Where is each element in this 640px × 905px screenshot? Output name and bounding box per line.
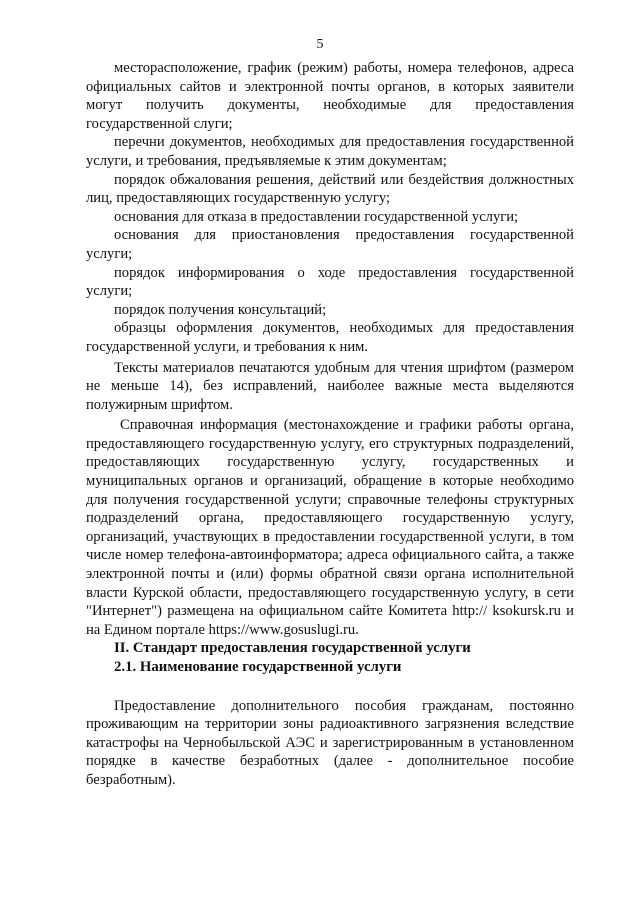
section-heading: II. Стандарт предоставления государственной услуги [114,640,471,657]
paragraph-text-formatting: Тексты материалов печатаются удобным для чтения шрифтом (размером не меньше 14), без исправлений, наиболее важные места выделяются полужирным шрифтом. [86,359,574,413]
subsection-heading: 2.1. Наименование государственной услуги [114,659,402,675]
paragraph-refusal-grounds: основания для отказа в предоставлении государственной услуги; [114,208,519,225]
paragraph-progress-info: порядок информирования о ходе предоставления государственной услуги; [86,264,574,300]
paragraph-service-name: Предоставление дополнительного пособия гражданам, постоянно проживающим на территории зоны радиоактивного загрязнения вследствие катастрофы на Чернобыльской АЭС и зарегистрированным в установленном порядке в качестве безработных (далее - дополнительное пособие безработным). [86,697,574,788]
paragraph-appeal-procedure: порядок обжалования решения, действий или бездействия должностных лиц, предоставляющих государственную услугу; [86,171,574,207]
paragraph-location: месторасположение, график (режим) работы, номера телефонов, адреса официальных сайтов и электронной почты органов, в которых заявители могут получить документы, необходимые для предоставления государственной слуги; [86,60,574,132]
paragraph-consultations: порядок получения консультаций; [114,301,327,318]
page-number: 5 [316,37,324,52]
paragraph-document-samples: образцы оформления документов, необходимых для предоставления государственной услуги, и требования к ним. [86,320,574,355]
paragraph-document-list: перечни документов, необходимых для предоставления государственной услуги, и требования, предъявляемые к этим документам; [86,134,574,169]
paragraph-reference-info: Справочная информация (местонахождение и графики работы органа, предоставляющего государственную услугу, его структурных подразделений, предоставляющих государственную услугу, государственных и муниципальных органов и организаций, обращение в которые необходимо для получения государственной услуги; справочные телефоны структурных подразделений органа, предоставляющего государственную услугу, организаций, участвующих в предоставлении государственной услуги, в том числе номер телефона-автоинформатора; адреса официального сайта, а также электронной почты и (или) формы обратной связи органа исполнительной власти Курской области, предоставляющего государственную услугу, в сети "Интернет") размещена на официальном сайте Комитета http:// ksokursk.ru и на Едином портале https://www.gosuslugi.ru. [86,417,574,638]
paragraph-suspension-grounds: основания для приостановления предоставления государственной услуги; [86,227,574,262]
document-body [86,59,574,790]
